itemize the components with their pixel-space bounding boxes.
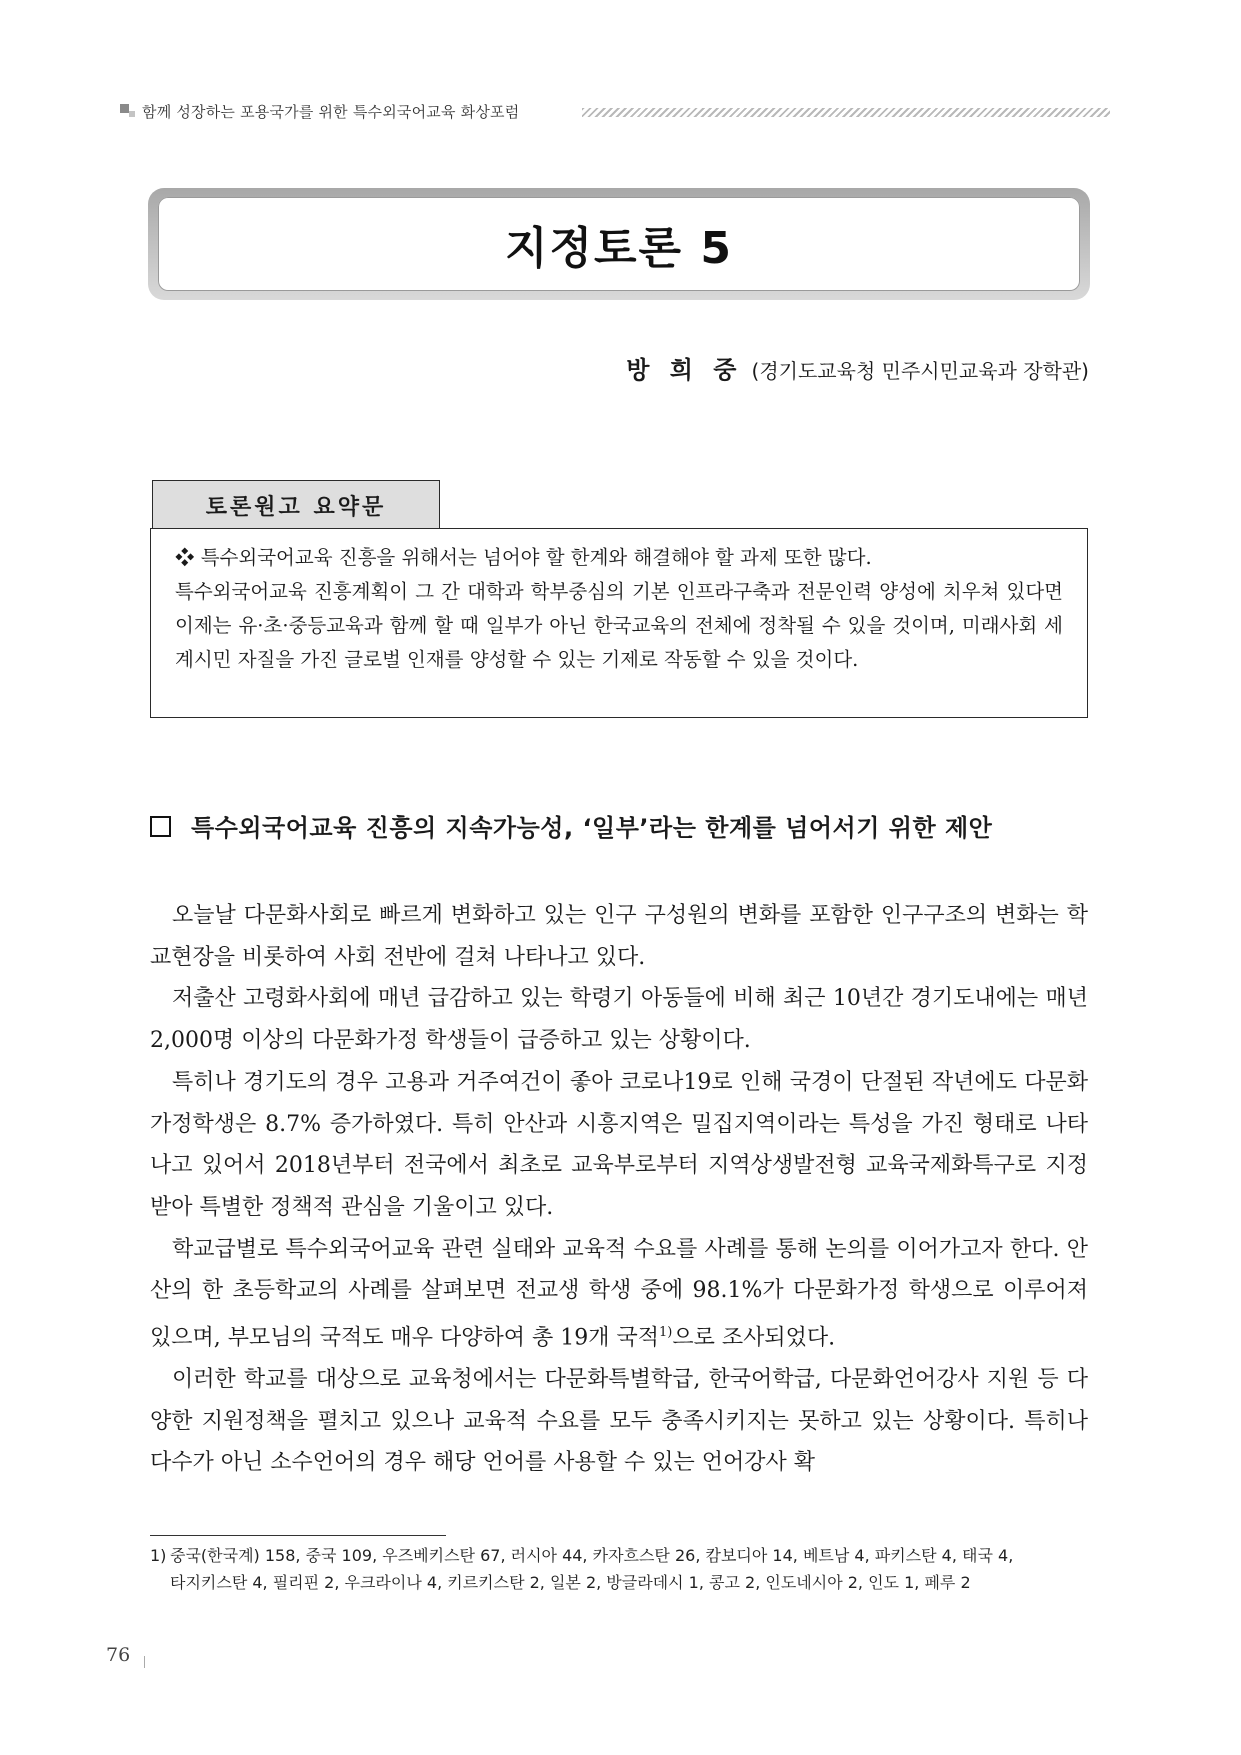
author-affiliation: (경기도교육청 민주시민교육과 장학관) (751, 359, 1089, 383)
page-number: 76 (106, 1644, 131, 1666)
paragraph-4 (150, 1229, 1088, 1359)
footnote-ref[interactable]: 1) (658, 1325, 673, 1341)
title-box (148, 188, 1090, 300)
running-header (120, 100, 1110, 122)
summary-tab (152, 480, 440, 529)
summary-first-line: ❖ 특수외국어교육 진흥을 위해서는 넘어야 할 한계와 해결해야 할 과제 또한 많다. (175, 546, 872, 569)
footnote (150, 1542, 1094, 1596)
section-heading-text: 특수외국어교육 진흥의 지속가능성, ‘일부’라는 한계를 넘어서기 위한 제안 (191, 814, 993, 842)
body-text (150, 895, 1088, 1484)
paragraph-4-text: 학교급별로 특수외국어교육 관련 실태와 교육적 수요를 사례를 통해 논의를 이어가고자 한다. 안산의 한 초등학교의 사례를 살펴보면 전교생 학생 중에 98.1%가 다문화가정 학생으로 이루어져 있으며, 부모님의 국적도 매우 다양하여 총 19개 국적 (150, 1236, 1088, 1351)
paragraph-1: 오늘날 다문화사회로 빠르게 변화하고 있는 인구 구성원의 변화를 포함한 인구구조의 변화는 학교현장을 비롯하여 사회 전반에 걸쳐 나타나고 있다. (150, 903, 1088, 970)
author-name: 방 희 중 (626, 356, 743, 384)
summary-text: 특수외국어교육 진흥계획이 그 간 대학과 학부중심의 기본 인프라구축과 전문인력 양성에 치우쳐 있다면 이제는 유·초·중등교육과 함께 할 때 일부가 아닌 한국교육의 전체에 정착될 수 있을 것이며, 미래사회 세계시민 자질을 가진 글로벌 인재를 양성할 수 있는 기제로 작동할 수 있을 것이다. (175, 580, 1063, 671)
header-hatch-bar (582, 108, 1110, 117)
paragraph-3: 특히나 경기도의 경우 고용과 거주여건이 좋아 코로나19로 인해 국경이 단절된 작년에도 다문화가정학생은 8.7% 증가하였다. 특히 안산과 시흥지역은 밀집지역이라는 특성을 가진 형태로 나타나고 있어서 2018년부터 전국에서 최초로 교육부로부터 지역상생발전형 교육국제화특구로 지정받아 특별한 정책적 관심을 기울이고 있다. (150, 1069, 1088, 1220)
summary-label: 토론원고 요약문 (205, 494, 387, 520)
footnote-divider (150, 1535, 446, 1536)
page-title: 지정토론 5 (505, 223, 733, 274)
header-square-icon (120, 104, 129, 113)
page-number-divider (144, 1656, 145, 1668)
running-title: 함께 성장하는 포용국가를 위한 특수외국어교육 화상포럼 (142, 103, 520, 121)
title-box-inner (158, 197, 1080, 291)
footnote-label: 1) (150, 1546, 167, 1565)
checkbox-square-icon (150, 816, 171, 837)
paragraph-2: 저출산 고령화사회에 매년 급감하고 있는 학령기 아동들에 비해 최근 10년간 경기도내에는 매년 2,000명 이상의 다문화가정 학생들이 급증하고 있는 상황이다. (150, 986, 1088, 1054)
author-line (626, 350, 1089, 385)
footnote-line-1 (150, 1542, 1094, 1569)
footnote-text-2: 타지키스탄 4, 필리핀 2, 우크라이나 4, 키르키스탄 2, 일본 2, 방글라데시 1, 콩고 2, 인도네시아 2, 인도 1, 페루 2 (170, 1573, 971, 1592)
summary-box (150, 528, 1088, 718)
header-square-small-icon (129, 111, 135, 117)
paragraph-4-end: 으로 조사되었다. (672, 1325, 836, 1351)
section-heading (150, 808, 992, 843)
paragraph-5: 이러한 학교를 대상으로 교육청에서는 다문화특별학급, 한국어학급, 다문화언어강사 지원 등 다양한 지원정책을 펼치고 있으나 교육적 수요를 모두 충족시키지는 못하고 있는 상황이다. 특히나 다수가 아닌 소수언어의 경우 해당 언어를 사용할 수 있는 언어강사 확 (150, 1367, 1088, 1476)
footnote-text-1: 중국(한국계) 158, 중국 109, 우즈베키스탄 67, 러시아 44, 카자흐스탄 26, 캄보디아 14, 베트남 4, 파키스탄 4, 태국 4, (170, 1546, 1014, 1565)
